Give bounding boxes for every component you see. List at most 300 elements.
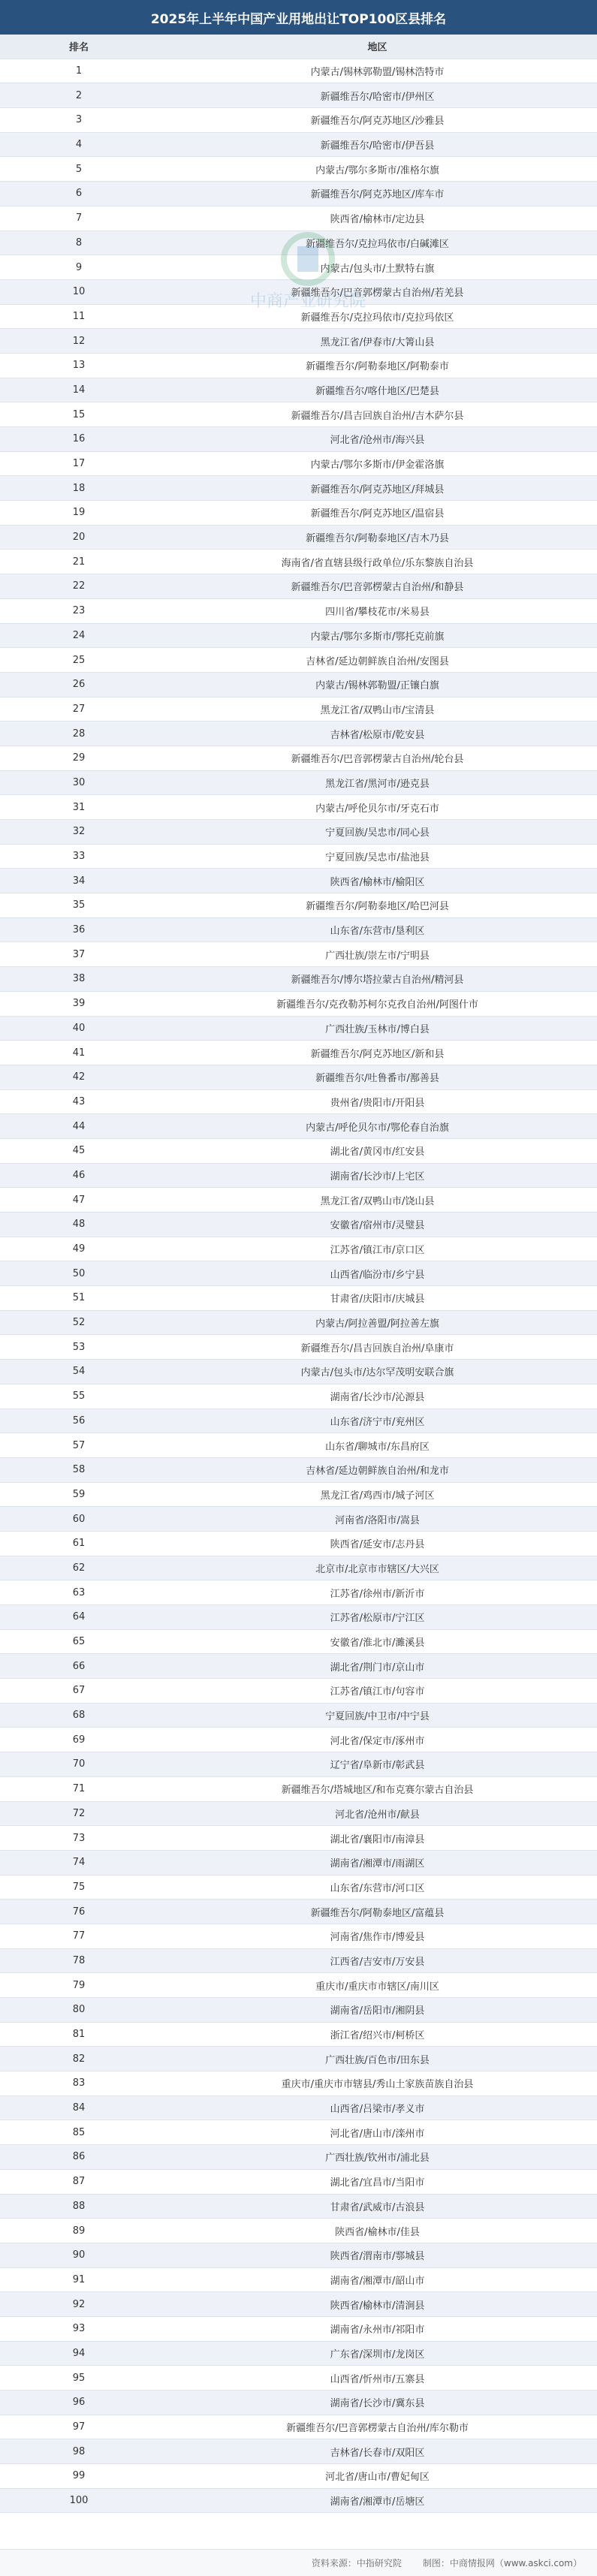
table-row <box>0 746 597 771</box>
rank-cell: 75 <box>0 1876 158 1900</box>
table-row <box>0 1065 597 1090</box>
table-row <box>0 1090 597 1115</box>
rank-cell: 53 <box>0 1335 158 1360</box>
region-cell: 甘肃省/庆阳市/庆城县 <box>158 1286 597 1311</box>
rank-cell: 80 <box>0 1998 158 2023</box>
table-row <box>0 1114 597 1139</box>
table-row <box>0 59 597 84</box>
rank-cell: 22 <box>0 574 158 599</box>
table-row <box>0 1483 597 1508</box>
region-cell: 甘肃省/武威市/古浪县 <box>158 2195 597 2219</box>
rank-cell: 44 <box>0 1114 158 1139</box>
rank-cell: 1 <box>0 59 158 84</box>
table-row <box>0 2464 597 2489</box>
rank-cell: 63 <box>0 1580 158 1605</box>
rank-cell: 99 <box>0 2464 158 2489</box>
rank-cell: 42 <box>0 1065 158 1090</box>
rank-cell: 77 <box>0 1924 158 1949</box>
region-cell: 湖南省/湘潭市/雨湖区 <box>158 1851 597 1876</box>
rank-cell: 48 <box>0 1213 158 1237</box>
region-cell: 陕西省/榆林市/定边县 <box>158 206 597 231</box>
region-cell: 湖南省/湘潭市/韶山市 <box>158 2268 597 2293</box>
table-row <box>0 2415 597 2440</box>
region-cell: 湖南省/长沙市/冀东县 <box>158 2391 597 2415</box>
table-header <box>0 35 597 59</box>
table-row <box>0 1311 597 1336</box>
region-cell: 新疆维吾尔/巴音郭楞蒙古自治州/轮台县 <box>158 746 597 771</box>
rank-cell: 25 <box>0 648 158 673</box>
region-cell: 湖南省/湘潭市/岳塘区 <box>158 2489 597 2514</box>
region-cell: 山西省/忻州市/五寨县 <box>158 2366 597 2391</box>
rank-cell: 59 <box>0 1483 158 1508</box>
table-row <box>0 1630 597 1655</box>
footer-source: 资料来源：中指研究院 <box>311 2558 402 2568</box>
table-row <box>0 1041 597 1065</box>
region-cell: 宁夏回族/吴忠市/盐池县 <box>158 845 597 869</box>
table-row <box>0 1605 597 1630</box>
rank-cell: 45 <box>0 1139 158 1164</box>
region-cell: 新疆维吾尔/克孜勒苏柯尔克孜自治州/阿图什市 <box>158 992 597 1017</box>
table-row <box>0 1679 597 1704</box>
table-row <box>0 2292 597 2317</box>
region-cell: 四川省/攀枝花市/米易县 <box>158 599 597 624</box>
rank-cell: 84 <box>0 2096 158 2121</box>
region-cell: 新疆维吾尔/巴音郭楞蒙古自治州/若羌县 <box>158 280 597 305</box>
rank-cell: 40 <box>0 1017 158 1041</box>
table-row <box>0 231 597 256</box>
table-row <box>0 918 597 943</box>
rank-cell: 21 <box>0 550 158 574</box>
region-cell: 宁夏回族/吴忠市/同心县 <box>158 820 597 845</box>
table-row <box>0 108 597 133</box>
table-row <box>0 2195 597 2219</box>
table-row <box>0 1876 597 1900</box>
region-cell: 陕西省/榆林市/清涧县 <box>158 2292 597 2317</box>
rank-cell: 18 <box>0 476 158 501</box>
region-cell: 黑龙江省/双鸭山市/饶山县 <box>158 1188 597 1213</box>
rank-cell: 60 <box>0 1507 158 1532</box>
table-row <box>0 869 597 893</box>
table-row <box>0 1164 597 1189</box>
table-row <box>0 1433 597 1458</box>
table-row <box>0 2047 597 2071</box>
rank-cell: 90 <box>0 2243 158 2268</box>
rank-cell: 49 <box>0 1237 158 1262</box>
rank-cell: 43 <box>0 1090 158 1115</box>
table-row <box>0 771 597 796</box>
table-row <box>0 2366 597 2391</box>
table-row <box>0 1237 597 1262</box>
table-row <box>0 1286 597 1311</box>
footer-credit: 制图：中商情报网（www.askci.com） <box>422 2558 582 2568</box>
region-cell: 新疆维吾尔/哈密市/伊州区 <box>158 83 597 108</box>
region-cell: 新疆维吾尔/阿克苏地区/库车市 <box>158 182 597 206</box>
region-cell: 江苏省/松原市/宁江区 <box>158 1605 597 1630</box>
table-row <box>0 942 597 967</box>
rank-cell: 69 <box>0 1728 158 1752</box>
table-row <box>0 280 597 305</box>
region-cell: 贵州省/贵阳市/开阳县 <box>158 1090 597 1115</box>
table-row <box>0 305 597 330</box>
table-row <box>0 2219 597 2243</box>
region-cell: 山西省/临汾市/乡宁县 <box>158 1261 597 1286</box>
rank-cell: 100 <box>0 2489 158 2514</box>
table-row <box>0 255 597 280</box>
table-row <box>0 1556 597 1581</box>
rank-cell: 96 <box>0 2391 158 2415</box>
region-cell: 内蒙古/鄂尔多斯市/准格尔旗 <box>158 157 597 182</box>
region-cell: 湖北省/宜昌市/当阳市 <box>158 2170 597 2195</box>
region-cell: 陕西省/渭南市/鄠城县 <box>158 2243 597 2268</box>
region-cell: 吉林省/长春市/双阳区 <box>158 2439 597 2464</box>
table-row <box>0 893 597 918</box>
region-cell: 山西省/吕梁市/孝义市 <box>158 2096 597 2121</box>
rank-cell: 51 <box>0 1286 158 1311</box>
header-rank: 排名 <box>0 35 158 59</box>
rank-cell: 55 <box>0 1384 158 1409</box>
table-row <box>0 992 597 1017</box>
table-row <box>0 1851 597 1876</box>
table-row <box>0 624 597 649</box>
region-cell: 江苏省/镇江市/句容市 <box>158 1679 597 1704</box>
region-cell: 广西壮族/玉林市/博白县 <box>158 1017 597 1041</box>
rank-cell: 34 <box>0 869 158 893</box>
region-cell: 湖南省/长沙市/上宅区 <box>158 1164 597 1189</box>
region-cell: 辽宁省/阜新市/彰武县 <box>158 1752 597 1777</box>
table-row <box>0 550 597 574</box>
rank-cell: 33 <box>0 845 158 869</box>
region-cell: 江苏省/镇江市/京口区 <box>158 1237 597 1262</box>
table-row <box>0 1507 597 1532</box>
rank-cell: 79 <box>0 1973 158 1998</box>
rank-cell: 30 <box>0 771 158 796</box>
region-cell: 黑龙江省/黑河市/逊克县 <box>158 771 597 796</box>
table-row <box>0 157 597 182</box>
table-row <box>0 2268 597 2293</box>
rank-cell: 85 <box>0 2120 158 2145</box>
region-cell: 北京市/北京市市辖区/大兴区 <box>158 1556 597 1581</box>
table-row <box>0 1335 597 1360</box>
table-row <box>0 1900 597 1924</box>
rank-cell: 58 <box>0 1458 158 1483</box>
region-cell: 内蒙古/鄂尔多斯市/鄂托克前旗 <box>158 624 597 649</box>
region-cell: 广西壮族/钦州市/浦北县 <box>158 2145 597 2170</box>
rank-cell: 4 <box>0 133 158 158</box>
table-row <box>0 2391 597 2415</box>
rank-cell: 86 <box>0 2145 158 2170</box>
table-row <box>0 1826 597 1851</box>
rank-cell: 16 <box>0 427 158 452</box>
rank-cell: 29 <box>0 746 158 771</box>
rank-cell: 57 <box>0 1433 158 1458</box>
table-row <box>0 1458 597 1483</box>
rank-cell: 88 <box>0 2195 158 2219</box>
table-row <box>0 1802 597 1827</box>
table-row <box>0 1532 597 1556</box>
table-row <box>0 1213 597 1237</box>
table-row <box>0 354 597 378</box>
table-row <box>0 2489 597 2514</box>
region-cell: 黑龙江省/双鸭山市/宝清县 <box>158 697 597 722</box>
rank-cell: 39 <box>0 992 158 1017</box>
rank-cell: 12 <box>0 329 158 354</box>
table-row <box>0 673 597 697</box>
region-cell: 内蒙古/包头市/达尔罕茂明安联合旗 <box>158 1360 597 1384</box>
table-row <box>0 1998 597 2023</box>
region-cell: 新疆维吾尔/塔城地区/和布克赛尔蒙古自治县 <box>158 1777 597 1802</box>
table-row <box>0 501 597 526</box>
region-cell: 广东省/深圳市/龙岗区 <box>158 2342 597 2367</box>
table-row <box>0 1973 597 1998</box>
rank-cell: 24 <box>0 624 158 649</box>
rank-cell: 95 <box>0 2366 158 2391</box>
rank-cell: 37 <box>0 942 158 967</box>
table-row <box>0 1704 597 1728</box>
region-cell: 内蒙古/锡林郭勒盟/正镶白旗 <box>158 673 597 697</box>
table-row <box>0 526 597 550</box>
rank-cell: 41 <box>0 1041 158 1065</box>
rank-cell: 98 <box>0 2439 158 2464</box>
rank-cell: 17 <box>0 452 158 477</box>
rank-cell: 31 <box>0 795 158 820</box>
rank-cell: 67 <box>0 1679 158 1704</box>
ranking-table <box>0 35 597 2513</box>
table-row <box>0 2170 597 2195</box>
rank-cell: 32 <box>0 820 158 845</box>
region-cell: 新疆维吾尔/吐鲁番市/鄯善县 <box>158 1065 597 1090</box>
rank-cell: 97 <box>0 2415 158 2440</box>
rank-cell: 87 <box>0 2170 158 2195</box>
region-cell: 内蒙古/呼伦贝尔市/牙克石市 <box>158 795 597 820</box>
rank-cell: 92 <box>0 2292 158 2317</box>
region-cell: 湖北省/黄冈市/红安县 <box>158 1139 597 1164</box>
region-cell: 新疆维吾尔/阿勒泰地区/吉木乃县 <box>158 526 597 550</box>
region-cell: 陕西省/榆林市/佳县 <box>158 2219 597 2243</box>
table-row <box>0 427 597 452</box>
region-cell: 湖北省/襄阳市/南漳县 <box>158 1826 597 1851</box>
region-cell: 吉林省/延边朝鲜族自治州/和龙市 <box>158 1458 597 1483</box>
region-cell: 陕西省/榆林市/榆阳区 <box>158 869 597 893</box>
table-row <box>0 1949 597 1974</box>
table-row <box>0 378 597 403</box>
rank-cell: 5 <box>0 157 158 182</box>
rank-cell: 68 <box>0 1704 158 1728</box>
region-cell: 内蒙古/包头市/土默特右旗 <box>158 255 597 280</box>
table-row <box>0 2243 597 2268</box>
region-cell: 新疆维吾尔/克拉玛依市/白碱滩区 <box>158 231 597 256</box>
region-cell: 黑龙江省/鸡西市/城子河区 <box>158 1483 597 1508</box>
region-cell: 吉林省/延边朝鲜族自治州/安图县 <box>158 648 597 673</box>
table-row <box>0 722 597 746</box>
rank-cell: 50 <box>0 1261 158 1286</box>
region-cell: 新疆维吾尔/阿克苏地区/拜城县 <box>158 476 597 501</box>
table-row <box>0 1139 597 1164</box>
table-row <box>0 402 597 427</box>
region-cell: 河北省/唐山市/滦州市 <box>158 2120 597 2145</box>
rank-cell: 65 <box>0 1630 158 1655</box>
table-row <box>0 2096 597 2121</box>
region-cell: 黑龙江省/伊春市/大箐山县 <box>158 329 597 354</box>
region-cell: 新疆维吾尔/阿克苏地区/沙雅县 <box>158 108 597 133</box>
page-title: 2025年上半年中国产业用地出让TOP100区县排名 <box>0 0 597 35</box>
rank-cell: 14 <box>0 378 158 403</box>
region-cell: 安徽省/淮北市/濉溪县 <box>158 1630 597 1655</box>
region-cell: 河南省/洛阳市/嵩县 <box>158 1507 597 1532</box>
region-cell: 新疆维吾尔/克拉玛依市/克拉玛依区 <box>158 305 597 330</box>
rank-cell: 76 <box>0 1900 158 1924</box>
rank-cell: 93 <box>0 2317 158 2342</box>
table-row <box>0 648 597 673</box>
rank-cell: 47 <box>0 1188 158 1213</box>
rank-cell: 28 <box>0 722 158 746</box>
region-cell: 新疆维吾尔/阿克苏地区/温宿县 <box>158 501 597 526</box>
region-cell: 广西壮族/崇左市/宁明县 <box>158 942 597 967</box>
table-row <box>0 820 597 845</box>
region-cell: 陕西省/延安市/志丹县 <box>158 1532 597 1556</box>
rank-cell: 35 <box>0 893 158 918</box>
rank-cell: 82 <box>0 2047 158 2071</box>
table-row <box>0 452 597 477</box>
region-cell: 新疆维吾尔/阿勒泰地区/哈巴河县 <box>158 893 597 918</box>
rank-cell: 78 <box>0 1949 158 1974</box>
table-row <box>0 329 597 354</box>
region-cell: 江西省/吉安市/万安县 <box>158 1949 597 1974</box>
rank-cell: 74 <box>0 1851 158 1876</box>
table-row <box>0 182 597 206</box>
rank-cell: 61 <box>0 1532 158 1556</box>
region-cell: 山东省/济宁市/兖州区 <box>158 1409 597 1434</box>
region-cell: 重庆市/重庆市市辖区/南川区 <box>158 1973 597 1998</box>
region-cell: 新疆维吾尔/喀什地区/巴楚县 <box>158 378 597 403</box>
table-row <box>0 2439 597 2464</box>
region-cell: 新疆维吾尔/昌吉回族自治州/吉木萨尔县 <box>158 402 597 427</box>
region-cell: 吉林省/松原市/乾安县 <box>158 722 597 746</box>
rank-cell: 91 <box>0 2268 158 2293</box>
header-region: 地区 <box>158 35 597 59</box>
rank-cell: 11 <box>0 305 158 330</box>
region-cell: 新疆维吾尔/阿勒泰地区/富蕴县 <box>158 1900 597 1924</box>
table-row <box>0 83 597 108</box>
region-cell: 广西壮族/百色市/田东县 <box>158 2047 597 2071</box>
table-row <box>0 1654 597 1679</box>
rank-cell: 27 <box>0 697 158 722</box>
table-row <box>0 1728 597 1752</box>
rank-cell: 23 <box>0 599 158 624</box>
table-row <box>0 1384 597 1409</box>
table-row <box>0 2342 597 2367</box>
rank-cell: 66 <box>0 1654 158 1679</box>
rank-cell: 81 <box>0 2023 158 2047</box>
table-row <box>0 2071 597 2096</box>
rank-cell: 46 <box>0 1164 158 1189</box>
region-cell: 新疆维吾尔/阿克苏地区/新和县 <box>158 1041 597 1065</box>
region-cell: 湖南省/岳阳市/湘阴县 <box>158 1998 597 2023</box>
rank-cell: 9 <box>0 255 158 280</box>
region-cell: 内蒙古/锡林郭勒盟/锡林浩特市 <box>158 59 597 84</box>
region-cell: 内蒙古/阿拉善盟/阿拉善左旗 <box>158 1311 597 1336</box>
region-cell: 新疆维吾尔/哈密市/伊吾县 <box>158 133 597 158</box>
region-cell: 河北省/沧州市/海兴县 <box>158 427 597 452</box>
rank-cell: 36 <box>0 918 158 943</box>
table-row <box>0 574 597 599</box>
rank-cell: 64 <box>0 1605 158 1630</box>
rank-cell: 7 <box>0 206 158 231</box>
table-row <box>0 2023 597 2047</box>
watermark-text: 中商产业研究院 <box>249 292 366 311</box>
region-cell: 新疆维吾尔/昌吉回族自治州/阜康市 <box>158 1335 597 1360</box>
rank-cell: 13 <box>0 354 158 378</box>
rank-cell: 71 <box>0 1777 158 1802</box>
footer <box>0 2549 597 2576</box>
table-row <box>0 1580 597 1605</box>
region-cell: 湖南省/长沙市/沁源县 <box>158 1384 597 1409</box>
table-row <box>0 476 597 501</box>
region-cell: 新疆维吾尔/阿勒泰地区/阿勒泰市 <box>158 354 597 378</box>
region-cell: 海南省/省直辖县级行政单位/乐东黎族自治县 <box>158 550 597 574</box>
rank-cell: 54 <box>0 1360 158 1384</box>
rank-cell: 10 <box>0 280 158 305</box>
region-cell: 河北省/沧州市/献县 <box>158 1802 597 1827</box>
table-row <box>0 2120 597 2145</box>
region-cell: 河北省/唐山市/曹妃甸区 <box>158 2464 597 2489</box>
region-cell: 重庆市/重庆市市辖县/秀山土家族苗族自治县 <box>158 2071 597 2096</box>
rank-cell: 38 <box>0 967 158 992</box>
table-row <box>0 206 597 231</box>
rank-cell: 20 <box>0 526 158 550</box>
table-row <box>0 133 597 158</box>
rank-cell: 2 <box>0 83 158 108</box>
table-row <box>0 1924 597 1949</box>
region-cell: 安徽省/宿州市/灵璧县 <box>158 1213 597 1237</box>
table-row <box>0 2145 597 2170</box>
rank-cell: 3 <box>0 108 158 133</box>
rank-cell: 89 <box>0 2219 158 2243</box>
table-row <box>0 697 597 722</box>
rank-cell: 52 <box>0 1311 158 1336</box>
region-cell: 河南省/焦作市/博爱县 <box>158 1924 597 1949</box>
rank-cell: 62 <box>0 1556 158 1581</box>
region-cell: 新疆维吾尔/巴音郭楞蒙古自治州/和静县 <box>158 574 597 599</box>
table-row <box>0 795 597 820</box>
table-row <box>0 845 597 869</box>
region-cell: 山东省/聊城市/东昌府区 <box>158 1433 597 1458</box>
rank-cell: 83 <box>0 2071 158 2096</box>
table-row <box>0 2317 597 2342</box>
region-cell: 山东省/东营市/垦利区 <box>158 918 597 943</box>
region-cell: 河北省/保定市/涿州市 <box>158 1728 597 1752</box>
rank-cell: 73 <box>0 1826 158 1851</box>
rank-cell: 72 <box>0 1802 158 1827</box>
rank-cell: 26 <box>0 673 158 697</box>
table-row <box>0 1360 597 1384</box>
region-cell: 宁夏回族/中卫市/中宁县 <box>158 1704 597 1728</box>
table-body <box>0 59 597 2514</box>
table-row <box>0 1017 597 1041</box>
region-cell: 江苏省/徐州市/新沂市 <box>158 1580 597 1605</box>
table-row <box>0 1188 597 1213</box>
table-row <box>0 1409 597 1434</box>
region-cell: 新疆维吾尔/巴音郭楞蒙古自治州/库尔勒市 <box>158 2415 597 2440</box>
rank-cell: 19 <box>0 501 158 526</box>
rank-cell: 6 <box>0 182 158 206</box>
rank-cell: 15 <box>0 402 158 427</box>
table-row <box>0 1261 597 1286</box>
table-row <box>0 1752 597 1777</box>
region-cell: 湖南省/永州市/祁阳市 <box>158 2317 597 2342</box>
region-cell: 浙江省/绍兴市/柯桥区 <box>158 2023 597 2047</box>
table-row <box>0 1777 597 1802</box>
table-row <box>0 599 597 624</box>
